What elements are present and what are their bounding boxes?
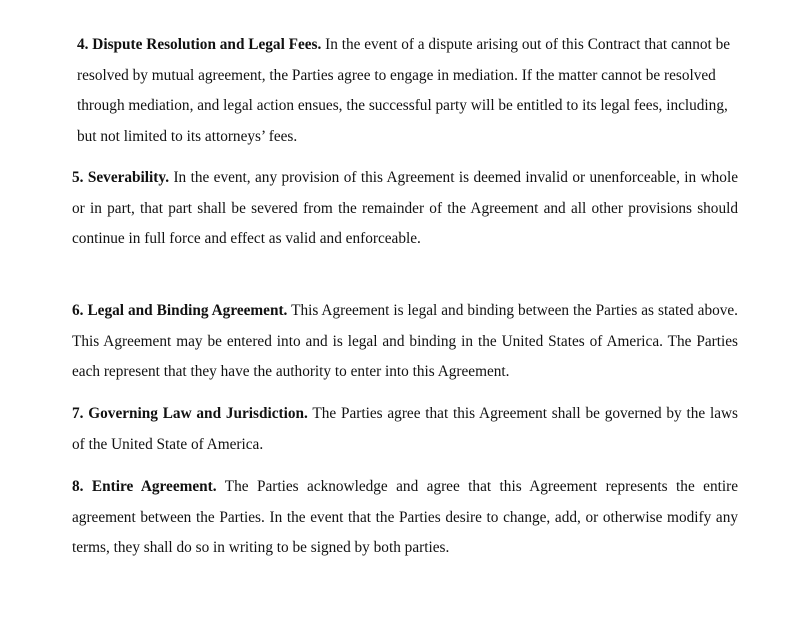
clause-heading: 8. Entire Agreement.: [72, 478, 217, 495]
clause-heading: 5. Severability.: [72, 169, 170, 186]
clause-dispute-resolution: [77, 30, 738, 152]
clause-body: In the event of a dispute arising out of this Contract that cannot be resolved by mutual agreement, the Parties agree to engage in mediation. If the matter cannot be resolved through mediation, and legal action ensues, the successful party will be entitled to its legal fees, including, but not limited to its attorneys’ fees.: [77, 36, 731, 145]
clause-heading: 4. Dispute Resolution and Legal Fees.: [77, 36, 322, 53]
clause-entire-agreement: [72, 472, 738, 564]
clause-heading: 6. Legal and Binding Agreement.: [72, 302, 288, 319]
clause-governing-law: [72, 399, 738, 460]
clause-body: The Parties agree that this Agreement shall be governed by the laws of the United State of America.: [72, 405, 738, 453]
clause-body: This Agreement is legal and binding between the Parties as stated above. This Agreement may be entered into and is legal and binding in the United States of America. The Parties each represent that they have the authority to enter into this Agreement.: [72, 302, 738, 380]
clause-legal-binding: [72, 296, 738, 388]
clause-severability: [72, 163, 738, 255]
clause-body: In the event, any provision of this Agreement is deemed invalid or unenforceable, in whole or in part, that part shall be severed from the remainder of the Agreement and all other provisions should continue in full force and effect as valid and enforceable.: [72, 169, 738, 247]
clause-heading: 7. Governing Law and Jurisdiction.: [72, 405, 308, 422]
clause-body: The Parties acknowledge and agree that this Agreement represents the entire agreement between the Parties. In the event that the Parties desire to change, add, or otherwise modify any terms, they shall do so in writing to be signed by both parties.: [72, 478, 738, 556]
